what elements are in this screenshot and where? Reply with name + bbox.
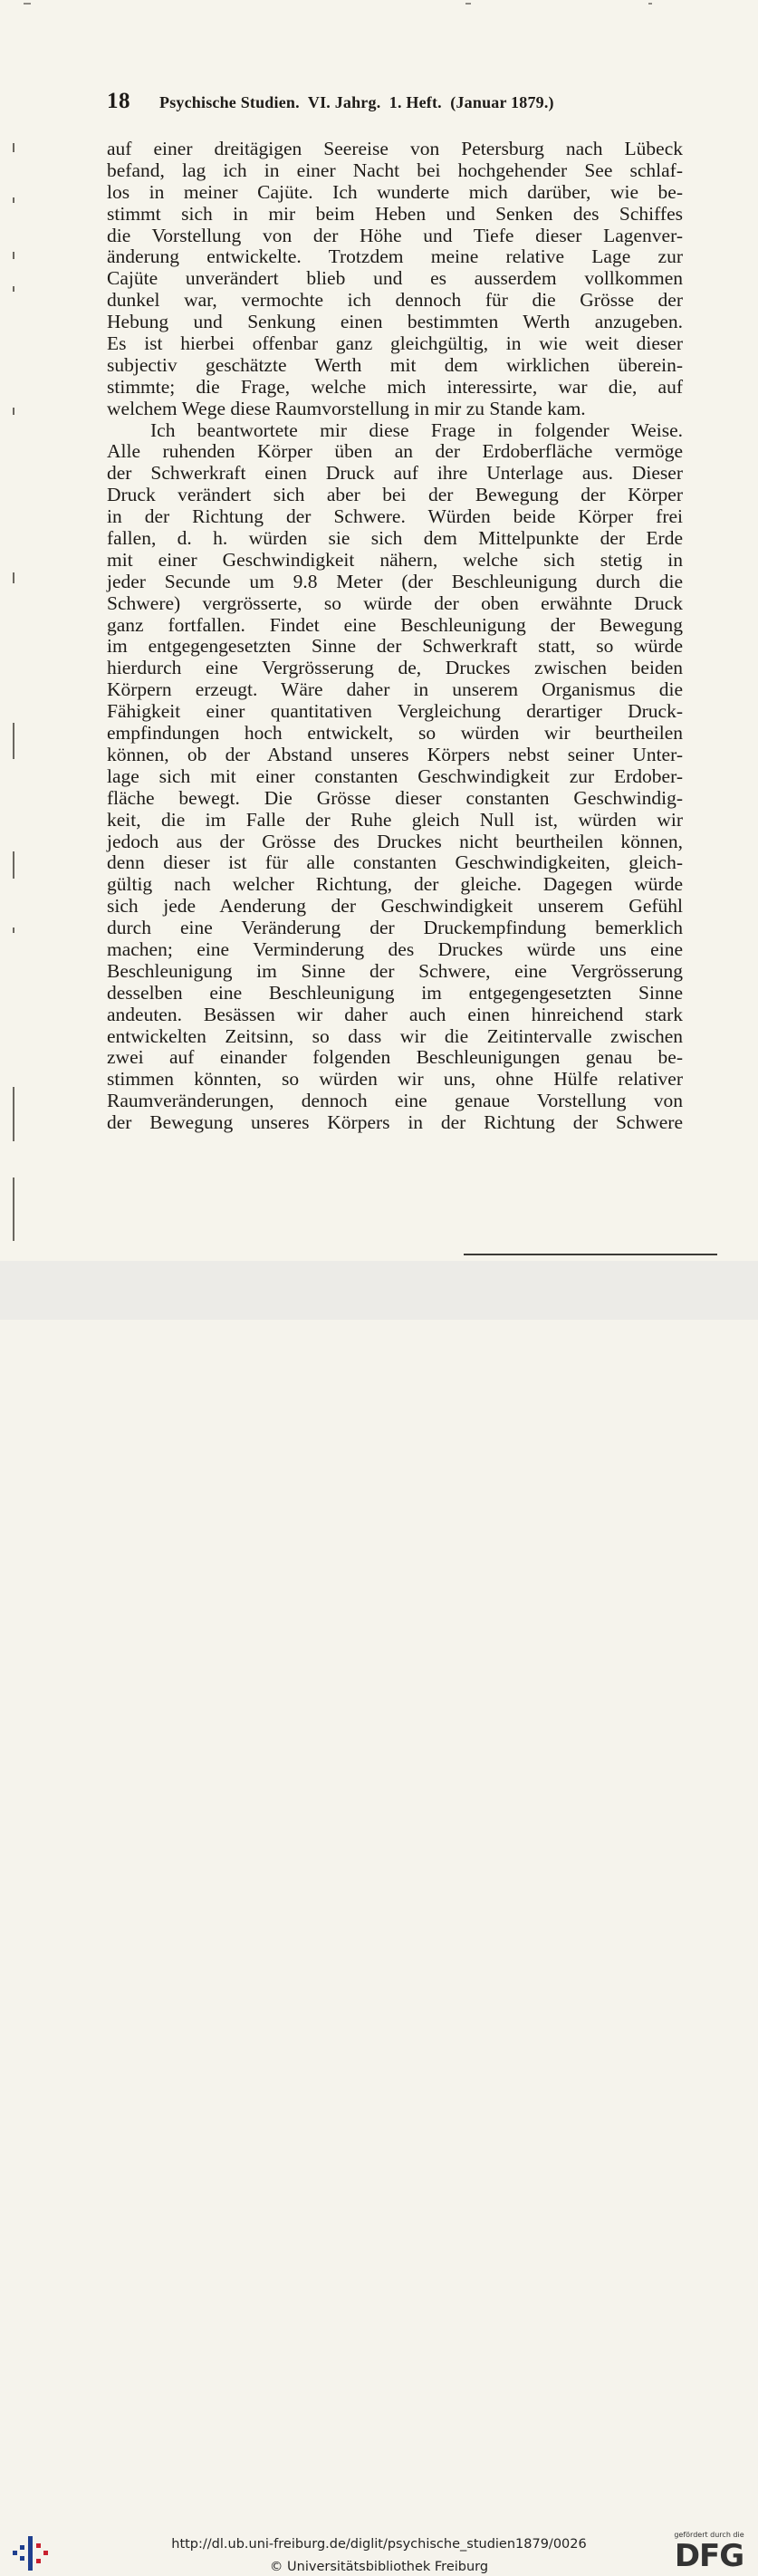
copyright-notice: © Universitätsbibliothek Freiburg <box>269 2560 489 2574</box>
text-line: gültig nach welcher Richtung, der gleiche. Dagegen würde <box>107 873 683 896</box>
text-line: die Vorstellung von der Höhe und Tiefe dieser Lagenver- <box>107 224 683 246</box>
text-line: können, ob der Abstand unseres Körpers nebst seiner Unter- <box>107 743 683 765</box>
text-line: los in meiner Cajüte. Ich wunderte mich darüber, wie be- <box>107 180 683 203</box>
text-line: Fähigkeit einer quantitativen Vergleichung derartiger Druck- <box>107 700 683 723</box>
source-url[interactable]: http://dl.ub.uni-freiburg.de/diglit/psychische_studien1879/0026 <box>171 2537 587 2552</box>
page-header <box>107 89 686 120</box>
text-line: ganz fortfallen. Findet eine Beschleunigung der Bewegung <box>107 613 683 636</box>
text-line: Schwere) vergrösserte, so würde der oben erwähnte Druck <box>107 591 683 614</box>
text-line: befand, lag ich in einer Nacht bei hochgehender See schlaf- <box>107 159 683 181</box>
text-line: sich jede Aenderung der Geschwindigkeit unserem Gefühl <box>107 895 683 918</box>
text-line: der Bewegung unseres Körpers in der Richtung der Schwere <box>107 1111 683 1134</box>
text-line: stimmen könnten, so würden wir uns, ohne Hülfe relativer <box>107 1068 683 1091</box>
funder-caption: gefördert durch die <box>674 2531 744 2539</box>
viewer-footer <box>0 1261 758 2574</box>
text-line: keit, die im Falle der Ruhe gleich Null ist, würden wir <box>107 808 683 831</box>
body-text <box>107 139 683 1134</box>
text-line: entwickelten Zeitsinn, so dass wir die Zeitintervalle zwischen <box>107 1024 683 1047</box>
text-line: machen; eine Verminderung des Druckes würde uns eine <box>107 937 683 960</box>
footer-rule <box>464 1254 717 1255</box>
dfg-logo <box>669 2531 749 2576</box>
text-line: stimmt sich in mir beim Heben und Senken des Schiffes <box>107 202 683 225</box>
text-line: Es ist hierbei offenbar ganz gleichgültig, in wie weit dieser <box>107 332 683 355</box>
text-line: jedoch aus der Grösse des Druckes nicht beurtheilen können, <box>107 830 683 852</box>
text-line: änderung entwickelte. Trotzdem meine relative Lage zur <box>107 245 683 268</box>
text-line: stimmte; die Frage, welche mich interessirte, war die, auf <box>107 375 683 398</box>
text-line: empfindungen hoch entwickelt, so würden wir beurtheilen <box>107 722 683 745</box>
text-line: jeder Secunde um 9.8 Meter (der Beschleunigung durch die <box>107 570 683 592</box>
page-number: 18 <box>107 89 130 113</box>
text-line: fallen, d. h. würden sie sich dem Mittelpunkte der Erde <box>107 527 683 550</box>
text-line: Hebung und Senkung einen bestimmten Werth anzugeben. <box>107 311 683 333</box>
text-line: fläche bewegt. Die Grösse dieser constanten Geschwindig- <box>107 786 683 809</box>
text-line: im entgegengesetzten Sinne der Schwerkraft statt, so würde <box>107 635 683 658</box>
text-line: denn dieser ist für alle constanten Geschwindigkeiten, gleich- <box>107 851 683 874</box>
running-head: Psychische Studien. VI. Jahrg. 1. Heft. (Januar 1879.) <box>159 93 554 111</box>
scanned-page <box>0 0 758 1261</box>
text-line: lage sich mit einer constanten Geschwindigkeit zur Erdober- <box>107 764 683 787</box>
scan-margin-marks <box>13 136 20 1241</box>
scan-edge-marks <box>0 0 758 13</box>
text-line: hierdurch eine Vergrösserung de, Druckes zwischen beiden <box>107 657 683 679</box>
text-line: der Schwerkraft einen Druck auf ihre Unterlage aus. Dieser <box>107 462 683 485</box>
text-line: zwei auf einander folgenden Beschleunigungen genau be- <box>107 1046 683 1069</box>
text-line: in der Richtung der Schwere. Würden beide Körper frei <box>107 505 683 528</box>
text-line: dunkel war, vermochte ich dennoch für die Grösse der <box>107 289 683 312</box>
text-line: andeuten. Besässen wir daher auch einen hinreichend stark <box>107 1003 683 1025</box>
text-line: subjectiv geschätzte Werth mit dem wirklichen überein- <box>107 353 683 376</box>
text-line: Cajüte unverändert blieb und es ausserdem vollkommen <box>107 267 683 290</box>
text-line: Körpern erzeugt. Wäre daher in unserem Organismus die <box>107 678 683 701</box>
text-line: Raumveränderungen, dennoch eine genaue Vorstellung von <box>107 1090 683 1112</box>
text-line: Ich beantwortete mir diese Frage in folgender Weise. <box>150 418 683 441</box>
text-line: mit einer Geschwindigkeit nähern, welche sich stetig in <box>107 548 683 571</box>
text-line: auf einer dreitägigen Seereise von Petersburg nach Lübeck <box>107 138 683 159</box>
text-line: Druck verändert sich aber bei der Bewegung der Körper <box>107 484 683 506</box>
text-line: durch eine Veränderung der Druckempfindung bemerklich <box>107 917 683 939</box>
text-line: Alle ruhenden Körper üben an der Erdoberfläche vermöge <box>107 440 683 463</box>
text-line: desselben eine Beschleunigung im entgegengesetzten Sinne <box>107 981 683 1004</box>
dfg-logo-mark: DFG <box>674 2538 744 2574</box>
text-line: Beschleunigung im Sinne der Schwere, eine Vergrösserung <box>107 959 683 982</box>
text-line: welchem Wege diese Raumvorstellung in mir zu Stande kam. <box>107 397 586 419</box>
